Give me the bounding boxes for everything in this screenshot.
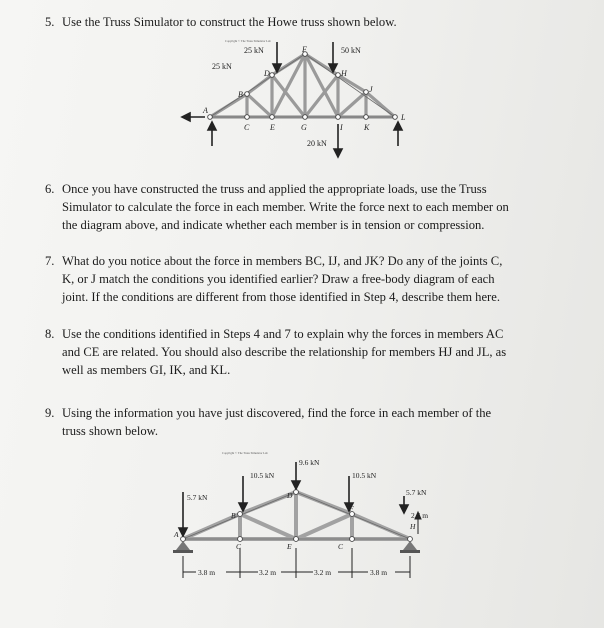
question-text-line: Using the information you have just discovered, find the force in each member of the [62, 406, 492, 420]
load-label: 10.5 kN [250, 471, 275, 480]
dimension-label: 3.8 m [370, 568, 388, 577]
node-label: H [341, 69, 347, 78]
load-label: 5.7 kN [406, 488, 427, 497]
dimension-label: 3.2 m [259, 568, 277, 577]
node-label: J [369, 85, 373, 94]
node-label: E [270, 123, 275, 132]
question-text-line: Simulator to calculate the force in each member. Write the force next to each member on [62, 200, 509, 214]
question-text-line: Use the Truss Simulator to construct the Howe truss shown below. [62, 15, 397, 29]
node-label: F [302, 45, 307, 54]
question-number: 6. [45, 182, 55, 196]
height-label: 2.4 m [411, 511, 429, 520]
load-label: 10.5 kN [352, 471, 377, 480]
question-number: 8. [45, 327, 55, 341]
question-text-line: K, or J match the conditions you identified earlier? Draw a free-body diagram of each [62, 272, 495, 286]
node-label: H [410, 522, 416, 531]
node-label: K [364, 123, 370, 132]
load-label: 9.6 kN [299, 458, 320, 467]
load-label: 25 kN [212, 62, 232, 71]
node-label: A [203, 106, 208, 115]
support-right [400, 541, 420, 553]
dimension-label: 3.8 m [198, 568, 216, 577]
node-label: B [238, 90, 243, 99]
question-text-line: the diagram above, and indicate whether each member is in tension or compression. [62, 218, 485, 232]
howe-truss-figure [0, 34, 604, 204]
question-text-line: joint. If the conditions are different from those identified in Step 4, describe them here. [62, 290, 500, 304]
node-label: I [340, 123, 343, 132]
question-number: 9. [45, 406, 55, 420]
load-label: 5.7 kN [187, 493, 208, 502]
truss-members [210, 54, 395, 117]
load-label: 50 kN [341, 46, 361, 55]
node-label: D [287, 491, 293, 500]
node-label: E [287, 542, 292, 551]
dimension-label: 3.2 m [314, 568, 332, 577]
question-text-line: and CE are related. You should also describe the relationship for members HJ and JL, as [62, 345, 507, 359]
load-label: 25 kN [244, 46, 264, 55]
node-label: G [301, 123, 307, 132]
question-text-line: Use the conditions identified in Steps 4 and 7 to explain why the forces in members AC [62, 327, 504, 341]
question-text-line: What do you notice about the force in members BC, IJ, and JK? Do any of the joints C, [62, 254, 503, 268]
node-label: L [401, 113, 406, 122]
question-number: 5. [45, 15, 55, 29]
truss-members [183, 492, 410, 539]
node-label: C [244, 123, 250, 132]
truss-figure-2 [0, 448, 604, 608]
figure-header-text: Copyright © The Truss Simulator Lab [222, 451, 268, 455]
load-label: 20 kN [307, 139, 327, 148]
question-number: 7. [45, 254, 55, 268]
question-text-line: well as members GI, IK, and KL. [62, 363, 231, 377]
node-label: C [236, 542, 242, 551]
question-text-line: Once you have constructed the truss and applied the appropriate loads, use the Truss [62, 182, 487, 196]
node-label: B [231, 511, 236, 520]
node-label: F [349, 504, 354, 513]
question-text-line: truss shown below. [62, 424, 159, 438]
support-left [173, 541, 193, 553]
node-label: D [264, 69, 270, 78]
figure-header-text: Copyright © The Truss Simulator Lab [225, 39, 271, 43]
node-label: A [174, 530, 179, 539]
node-label: C [338, 542, 344, 551]
